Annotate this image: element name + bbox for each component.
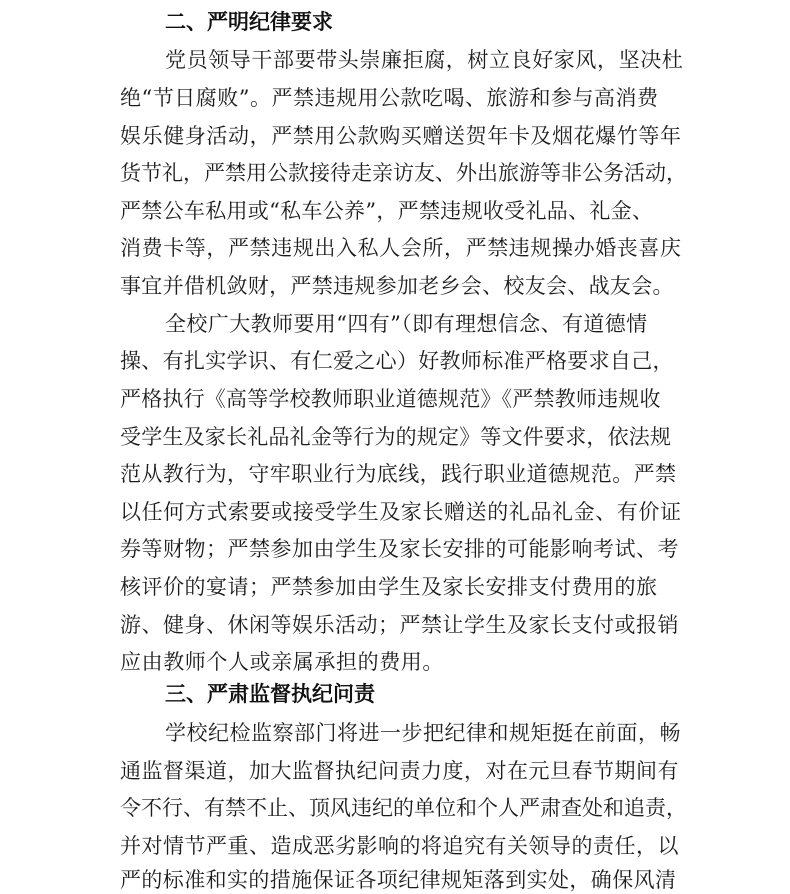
paragraph-line: 全校广大教师要用“四有”（即有理想信念、有道德情 <box>165 312 648 336</box>
paragraph-line: 并对情节严重、造成恶劣影响的将追究有关领导的责任，以 <box>120 834 679 858</box>
paragraph-line: 令不行、有禁不止、顶风违纪的单位和个人严肃查处和追责， <box>120 796 687 820</box>
paragraph-line: 严禁公车私用或“私车公养”，严禁违规收受礼品、礼金、 <box>120 199 654 223</box>
paragraph-line: 学校纪检监察部门将进一步把纪律和规矩挺在前面，畅 <box>165 721 681 745</box>
paragraph-line: 券等财物；严禁参加由学生及家长安排的可能影响考试、考 <box>120 537 679 561</box>
paragraph-line: 娱乐健身活动，严禁用公款购买赠送贺年卡及烟花爆竹等年 <box>120 124 682 148</box>
section-heading-accountability: 三、严肃监督执纪问责 <box>165 682 375 706</box>
paragraph-line: 严格执行《高等学校教师职业道德规范》《严禁教师违规收 <box>120 387 661 411</box>
paragraph-line: 受学生及家长礼品礼金等行为的规定》等文件要求，依法规 <box>120 425 672 449</box>
paragraph-line: 操、有扎实学识、有仁爱之心）好教师标准严格要求自己， <box>120 349 674 373</box>
paragraph-line: 以任何方式索要或接受学生及家长赠送的礼品礼金、有价证 <box>120 500 682 524</box>
paragraph-line: 严的标准和实的措施保证各项纪律规矩落到实处，确保风清 <box>120 868 677 892</box>
section-heading-discipline: 二、严明纪律要求 <box>165 10 333 34</box>
paragraph-line: 应由教师个人或亲属承担的费用。 <box>120 650 444 674</box>
paragraph-line: 绝“节日腐败”。严禁违规用公款吃喝、旅游和参与高消费 <box>120 86 659 110</box>
paragraph-line: 事宜并借机敛财，严禁违规参加老乡会、校友会、战友会。 <box>120 274 674 298</box>
paragraph-line: 通监督渠道，加大监督执纪问责力度，对在元旦春节期间有 <box>120 759 679 783</box>
paragraph-line: 货节礼，严禁用公款接待走亲访友、外出旅游等非公务活动， <box>120 161 687 185</box>
paragraph-line: 消费卡等，严禁违规出入私人会所，严禁违规操办婚丧喜庆 <box>120 236 682 260</box>
paragraph-line: 游、健身、休闲等娱乐活动；严禁让学生及家长支付或报销 <box>120 613 679 637</box>
paragraph-line: 党员领导干部要带头崇廉拒腐，树立良好家风，坚决杜 <box>165 48 684 72</box>
paragraph-line: 核评价的宴请；严禁参加由学生及家长安排支付费用的旅 <box>120 575 658 599</box>
paragraph-line: 范从教行为，守牢职业行为底线，践行职业道德规范。严禁 <box>120 462 677 486</box>
